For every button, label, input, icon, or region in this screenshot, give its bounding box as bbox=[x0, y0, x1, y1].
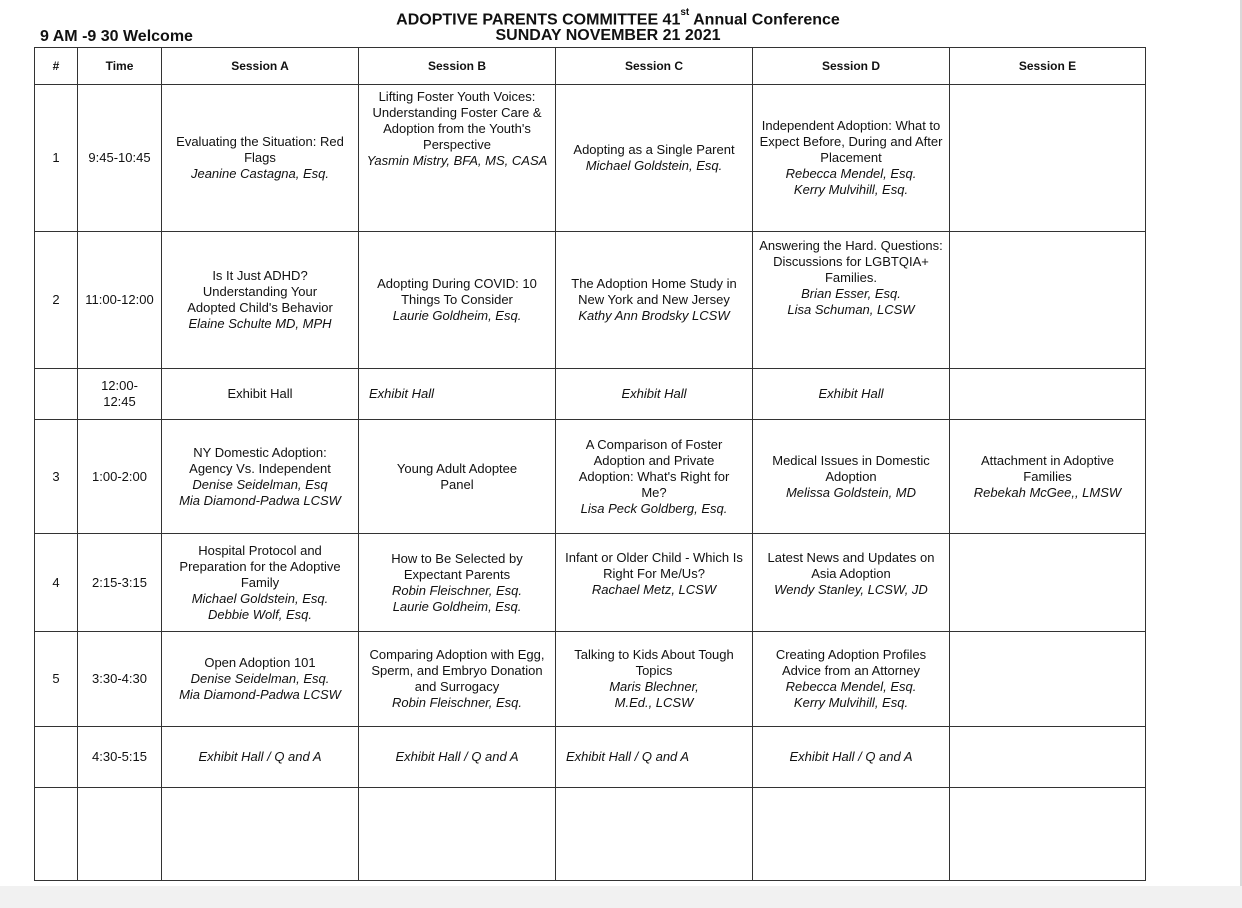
session-speaker: Lisa Schuman, LCSW bbox=[787, 302, 915, 317]
session-cell-empty bbox=[950, 534, 1146, 632]
empty-cell bbox=[78, 788, 162, 881]
session-speaker: Mia Diamond-Padwa LCSW bbox=[179, 687, 341, 702]
col-session-a-header: Session A bbox=[162, 48, 359, 85]
session-speaker: Robin Fleischner, Esq. bbox=[391, 582, 523, 598]
session-speaker: Denise Seidelman, Esq. bbox=[190, 671, 330, 686]
table-row bbox=[35, 232, 1146, 369]
session-title: Adopting During COVID: 10 Things To Consider bbox=[377, 276, 537, 307]
session-speaker: Rebecca Mendel, Esq. bbox=[785, 679, 917, 694]
exhibit-qa-cell: Exhibit Hall / Q and A bbox=[359, 727, 556, 788]
session-cell bbox=[162, 632, 359, 727]
session-title: Evaluating the Situation: Red Flags bbox=[176, 134, 344, 165]
col-num-header: # bbox=[35, 48, 78, 85]
empty-cell bbox=[359, 788, 556, 881]
session-title: Latest News and Updates on Asia Adoption bbox=[767, 550, 935, 581]
session-cell-empty bbox=[950, 369, 1146, 420]
session-cell bbox=[556, 534, 753, 632]
row-number: 1 bbox=[35, 85, 78, 232]
row-number: 3 bbox=[35, 420, 78, 534]
conference-date: SUNDAY NOVEMBER 21 2021 bbox=[495, 27, 721, 44]
session-speakers: Wendy Stanley, LCSW, JD bbox=[774, 582, 928, 597]
conference-title: ADOPTIVE PARENTS COMMITTEE 41st Annual Conference bbox=[396, 7, 840, 29]
session-speaker: Rebecca Mendel, Esq. bbox=[785, 166, 917, 181]
exhibit-cell: Exhibit Hall bbox=[162, 369, 359, 420]
session-cell bbox=[753, 232, 950, 369]
session-cell bbox=[162, 232, 359, 369]
exhibit-cell: Exhibit Hall bbox=[359, 369, 556, 420]
row-number-empty bbox=[35, 369, 78, 420]
session-cell bbox=[162, 85, 359, 232]
col-session-d-header: Session D bbox=[753, 48, 950, 85]
table-row bbox=[35, 727, 1146, 788]
session-cell bbox=[556, 420, 753, 534]
session-cell bbox=[556, 632, 753, 727]
session-title: Creating Adoption Profiles Advice from an Attorney bbox=[775, 647, 927, 678]
table-row bbox=[35, 369, 1146, 420]
session-title: Adopting as a Single Parent bbox=[573, 142, 735, 157]
session-speaker: Laurie Goldheim, Esq. bbox=[392, 598, 522, 614]
row-number: 4 bbox=[35, 534, 78, 632]
session-speakers: Melissa Goldstein, MD bbox=[785, 484, 917, 500]
session-title: A Comparison of Foster Adoption and Private Adoption: What's Right for Me? bbox=[578, 436, 730, 500]
exhibit-cell: Exhibit Hall bbox=[753, 369, 950, 420]
session-cell bbox=[162, 534, 359, 632]
exhibit-cell: Exhibit Hall bbox=[556, 369, 753, 420]
session-title: Attachment in Adoptive Families bbox=[981, 452, 1114, 484]
row-time: 12:00-12:45 bbox=[78, 369, 162, 420]
row-time: 3:30-4:30 bbox=[78, 632, 162, 727]
empty-cell bbox=[950, 788, 1146, 881]
session-cell bbox=[359, 420, 556, 534]
session-cell bbox=[753, 420, 950, 534]
row-number: 5 bbox=[35, 632, 78, 727]
table-row bbox=[35, 420, 1146, 534]
session-speakers: Lisa Peck Goldberg, Esq. bbox=[580, 500, 728, 516]
session-speakers: Laurie Goldheim, Esq. bbox=[392, 308, 522, 323]
session-title: The Adoption Home Study in New York and New Jersey bbox=[571, 276, 737, 307]
session-cell bbox=[753, 534, 950, 632]
col-session-e-header: Session E bbox=[950, 48, 1146, 85]
empty-cell bbox=[35, 788, 78, 881]
session-title: Independent Adoption: What to Expect Before, During and After Placement bbox=[759, 118, 943, 165]
session-speaker: Debbie Wolf, Esq. bbox=[207, 606, 313, 622]
exhibit-qa-cell: Exhibit Hall / Q and A bbox=[556, 727, 753, 788]
col-session-c-header: Session C bbox=[556, 48, 753, 85]
session-speakers: Rebekah McGee,, LMSW bbox=[973, 484, 1122, 500]
session-speakers: Yasmin Mistry, BFA, MS, CASA bbox=[366, 153, 548, 168]
table-row bbox=[35, 85, 1146, 232]
session-speaker: Michael Goldstein, Esq. bbox=[191, 590, 329, 606]
session-speakers: Elaine Schulte MD, MPH bbox=[188, 316, 332, 331]
session-title: Talking to Kids About Tough Topics bbox=[574, 647, 734, 678]
row-time: 1:00-2:00 bbox=[78, 420, 162, 534]
empty-cell bbox=[556, 788, 753, 881]
row-time: 2:15-3:15 bbox=[78, 534, 162, 632]
empty-cell bbox=[753, 788, 950, 881]
session-cell-empty bbox=[950, 85, 1146, 232]
exhibit-qa-cell: Exhibit Hall / Q and A bbox=[162, 727, 359, 788]
session-cell-empty bbox=[950, 632, 1146, 727]
session-speaker: Brian Esser, Esq. bbox=[801, 286, 901, 301]
session-title: Infant or Older Child - Which Is Right For Me/Us? bbox=[565, 550, 743, 581]
session-speakers: Robin Fleischner, Esq. bbox=[391, 695, 523, 710]
session-title: How to Be Selected by Expectant Parents bbox=[391, 550, 523, 582]
schedule-table bbox=[34, 47, 1146, 881]
session-cell-empty bbox=[950, 727, 1146, 788]
session-speaker: Denise Seidelman, Esq bbox=[192, 476, 328, 492]
row-number: 2 bbox=[35, 232, 78, 369]
header-row bbox=[35, 48, 1146, 85]
welcome-time: 9 AM -9 30 Welcome bbox=[40, 28, 193, 45]
session-title: Hospital Protocol and Preparation for the Adoptive Family bbox=[179, 542, 341, 590]
session-title: Comparing Adoption with Egg, Sperm, and Embryo Donation and Surrogacy bbox=[369, 647, 545, 694]
session-cell bbox=[359, 632, 556, 727]
session-cell bbox=[950, 420, 1146, 534]
session-speaker: Mia Diamond-Padwa LCSW bbox=[179, 492, 341, 508]
session-speakers: Maris Blechner, M.Ed., LCSW bbox=[609, 679, 699, 710]
page-bottom-margin bbox=[0, 886, 1242, 908]
exhibit-qa-cell: Exhibit Hall / Q and A bbox=[753, 727, 950, 788]
session-cell bbox=[359, 232, 556, 369]
session-speakers: Kathy Ann Brodsky LCSW bbox=[578, 308, 730, 323]
session-cell bbox=[556, 85, 753, 232]
table-row bbox=[35, 632, 1146, 727]
row-time: 9:45-10:45 bbox=[78, 85, 162, 232]
session-speaker: Kerry Mulvihill, Esq. bbox=[793, 695, 909, 710]
session-cell bbox=[162, 420, 359, 534]
session-title: Medical Issues in Domestic Adoption bbox=[772, 452, 930, 484]
session-speakers: Michael Goldstein, Esq. bbox=[585, 158, 723, 173]
table-row bbox=[35, 534, 1146, 632]
col-time-header: Time bbox=[78, 48, 162, 85]
session-speaker: Kerry Mulvihill, Esq. bbox=[793, 182, 909, 197]
empty-cell bbox=[162, 788, 359, 881]
session-cell bbox=[359, 85, 556, 232]
session-cell bbox=[359, 534, 556, 632]
row-number-empty bbox=[35, 727, 78, 788]
session-cell-empty bbox=[950, 232, 1146, 369]
session-cell bbox=[753, 632, 950, 727]
session-title: Open Adoption 101 bbox=[204, 655, 316, 670]
session-title: Lifting Foster Youth Voices: Understanding Foster Care & Adoption from the Youth's Perspective bbox=[372, 89, 542, 152]
session-speakers: Jeanine Castagna, Esq. bbox=[190, 166, 330, 181]
session-title: Is It Just ADHD? Understanding Your Adopted Child's Behavior bbox=[187, 268, 333, 315]
session-title: Young Adult Adoptee Panel bbox=[396, 460, 518, 492]
table-row-empty bbox=[35, 788, 1146, 881]
col-session-b-header: Session B bbox=[359, 48, 556, 85]
session-title: Answering the Hard. Questions: Discussions for LGBTQIA+ Families. bbox=[759, 238, 943, 285]
row-time: 11:00-12:00 bbox=[78, 232, 162, 369]
session-cell bbox=[753, 85, 950, 232]
session-title: NY Domestic Adoption: Agency Vs. Independent bbox=[189, 444, 331, 476]
session-speakers: Rachael Metz, LCSW bbox=[591, 582, 717, 597]
row-time: 4:30-5:15 bbox=[78, 727, 162, 788]
session-cell bbox=[556, 232, 753, 369]
